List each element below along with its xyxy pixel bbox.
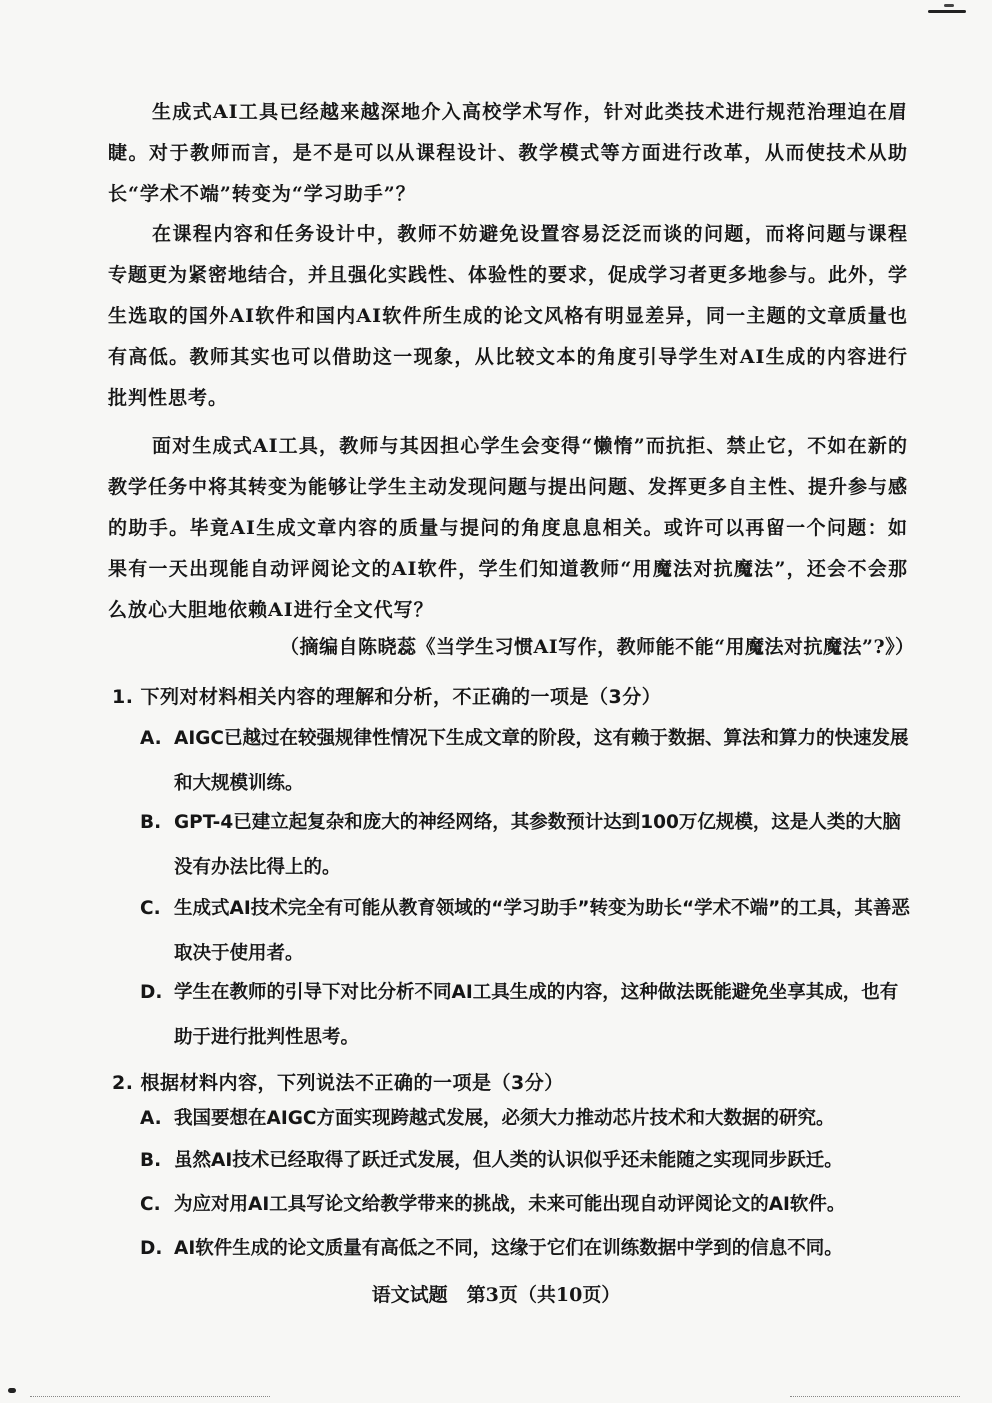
- option-letter: A.: [140, 728, 162, 749]
- option-text: 我国要想在AIGC方面实现跨越式发展，必须大力推动芯片技术和大数据的研究。: [174, 1108, 835, 1129]
- option-text: AIGC已越过在较强规律性情况下生成文章的阶段，这有赖于数据、算法和算力的快速发展和大规模训练。: [174, 728, 909, 794]
- option-2b: [140, 1142, 915, 1180]
- question-stem: 2. 根据材料内容，下列说法不正确的一项是（3分）: [112, 1072, 564, 1094]
- option-letter: A.: [140, 1108, 162, 1129]
- option-letter: B.: [140, 812, 162, 833]
- option-text: GPT-4已建立起复杂和庞大的神经网络，其参数预计达到100万亿规模，这是人类的大脑没有办法比得上的。: [174, 812, 901, 878]
- option-text: 虽然AI技术已经取得了跃迁式发展，但人类的认识似乎还未能随之实现同步跃迁。: [174, 1150, 843, 1171]
- passage-paragraph: 生成式AI工具已经越来越深地介入高校学术写作，针对此类技术进行规范治理迫在眉睫。对于教师而言，是不是可以从课程设计、教学模式等方面进行改革，从而使技术从助长“学术不端”转变为“学习助手”？: [108, 101, 908, 205]
- option-1b: [140, 800, 915, 890]
- option-text: AI软件生成的论文质量有高低之不同，这缘于它们在训练数据中学到的信息不同。: [174, 1238, 843, 1259]
- option-letter: C.: [140, 1194, 161, 1215]
- page-footer: 语文试题 第3页（共10页）: [371, 1284, 621, 1306]
- passage-paragraph: 面对生成式AI工具，教师与其因担心学生会变得“懒惰”而抗拒、禁止它，不如在新的教学任务中将其转变为能够让学生主动发现问题与提出问题、发挥更多自主性、提升参与感的助手。毕竟AI生成文章内容的质量与提问的角度息息相关。或许可以再留一个问题：如果有一天出现能自动评阅论文的AI软件，学生们知道教师“用魔法对抗魔法”，还会不会那么放心大胆地依赖AI进行全文代写？: [108, 435, 909, 621]
- option-1a: [140, 716, 915, 806]
- option-letter: B.: [140, 1150, 162, 1171]
- scan-dotted-line: [790, 1396, 960, 1397]
- option-letter: D.: [140, 1238, 163, 1259]
- passage-paragraph: 在课程内容和任务设计中，教师不妨避免设置容易泛泛而谈的问题，而将问题与课程专题更为紧密地结合，并且强化实践性、体验性的要求，促成学习者更多地参与。此外，学生选取的国外AI软件和国内AI软件所生成的论文风格有明显差异，同一主题的文章质量也有高低。教师其实也可以借助这一现象，从比较文本的角度引导学生对AI生成的内容进行批判性思考。: [108, 223, 909, 409]
- scan-dotted-line: [30, 1396, 270, 1397]
- option-1d: [140, 970, 915, 1060]
- option-letter: D.: [140, 982, 163, 1003]
- option-2d: [140, 1230, 915, 1268]
- option-2c: [140, 1186, 915, 1224]
- option-text: 生成式AI技术完全有可能从教育领域的“学习助手”转变为助长“学术不端”的工具，其善恶取决于使用者。: [174, 898, 910, 964]
- passage-source: （摘编自陈晓蕊《当学生习惯AI写作，教师能不能“用魔法对抗魔法”?》）: [280, 636, 915, 658]
- option-text: 为应对用AI工具写论文给教学带来的挑战，未来可能出现自动评阅论文的AI软件。: [174, 1194, 846, 1215]
- scan-mark: [928, 10, 966, 13]
- scan-mark: [8, 1388, 16, 1393]
- option-2a: [140, 1100, 915, 1138]
- option-letter: C.: [140, 898, 161, 919]
- question-stem: 1. 下列对材料相关内容的理解和分析，不正确的一项是（3分）: [112, 686, 662, 708]
- scan-mark: [944, 4, 954, 7]
- option-1c: [140, 886, 915, 976]
- option-text: 学生在教师的引导下对比分析不同AI工具生成的内容，这种做法既能避免坐享其成，也有助于进行批判性思考。: [174, 982, 899, 1048]
